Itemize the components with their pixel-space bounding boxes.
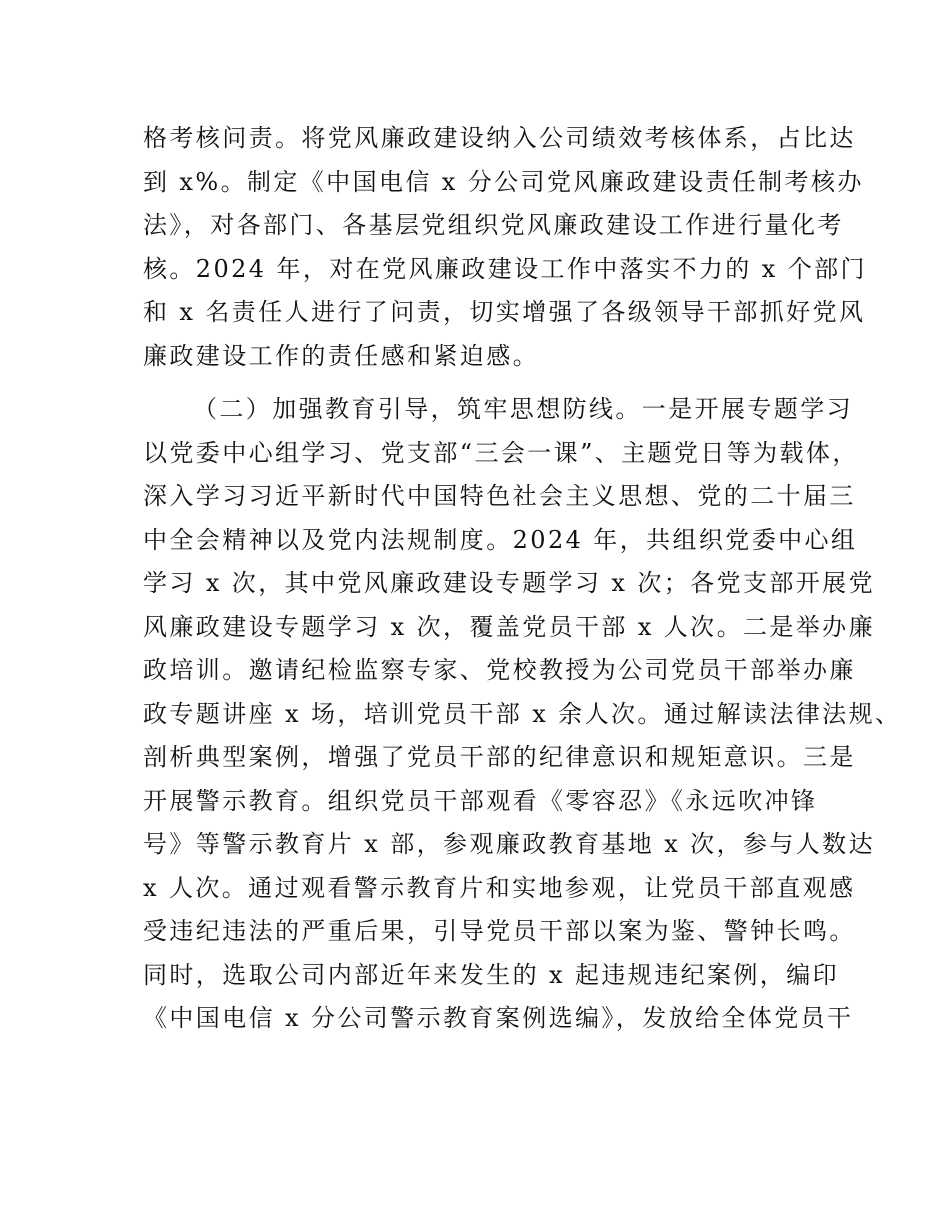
paragraph-2: [143, 388, 902, 1041]
text-line: 法》，对各部门、各基层党组织党风廉政建设工作进行量化考: [143, 211, 844, 239]
text-line: 《中国电信 x 分公司警示教育案例选编》，发放给全体党员干: [143, 1004, 854, 1032]
text-line: 学习 x 次，其中党风廉政建设专题学习 x 次；各党支部开展党: [143, 569, 875, 597]
text-line: 政培训。邀请纪检监察专家、党校教授为公司党员干部举办廉: [143, 656, 856, 684]
paragraph-1: [143, 117, 867, 378]
text-line: 中全会精神以及党内法规制度。2024 年，共组织党委中心组: [143, 525, 858, 554]
text-line: 剖析典型案例，增强了党员干部的纪律意识和规矩意识。三是: [143, 743, 856, 771]
text-line: 深入学习习近平新时代中国特色社会主义思想、党的二十届三: [143, 482, 856, 510]
paragraph-gap: [143, 378, 823, 388]
text-line: x 人次。通过观看警示教育片和实地参观，让党员干部直观感: [143, 873, 856, 902]
text-line: 和 x 名责任人进行了问责，切实增强了各级领导干部抓好党风: [143, 298, 866, 326]
text-line: 风廉政建设专题学习 x 次，覆盖党员干部 x 人次。二是举办廉: [143, 612, 875, 641]
text-line: 廉政建设工作的责任感和紧迫感。: [143, 341, 539, 370]
text-line: 同时，选取公司内部近年来发生的 x 起违规违纪案例，编印: [143, 960, 839, 989]
text-line: 核。2024 年，对在党风廉政建设工作中落实不力的 x 个部门: [143, 254, 867, 283]
text-line: 格考核问责。将党风廉政建设纳入公司绩效考核体系，占比达: [143, 124, 856, 152]
document-body: [143, 117, 902, 1041]
text-line: 号》等警示教育片 x 部，参观廉政教育基地 x 次，参与人数达: [143, 830, 875, 858]
section-heading-line: （二）加强教育引导，筑牢思想防线。一是开展专题学习: [193, 395, 853, 423]
text-line: 受违纪违法的严重后果，引导党员干部以案为鉴、警钟长鸣。: [143, 917, 856, 945]
text-line: 以党委中心组学习、党支部“三会一课”、主题党日等为载体，: [143, 438, 859, 467]
text-line: 开展警示教育。组织党员干部观看《零容忍》《永远吹冲锋: [143, 786, 818, 815]
text-line: 政专题讲座 x 场，培训党员干部 x 余人次。通过解读法律法规、: [143, 699, 902, 728]
text-line: 到 x%。制定《中国电信 x 分公司党风廉政建设责任制考核办: [143, 167, 864, 196]
